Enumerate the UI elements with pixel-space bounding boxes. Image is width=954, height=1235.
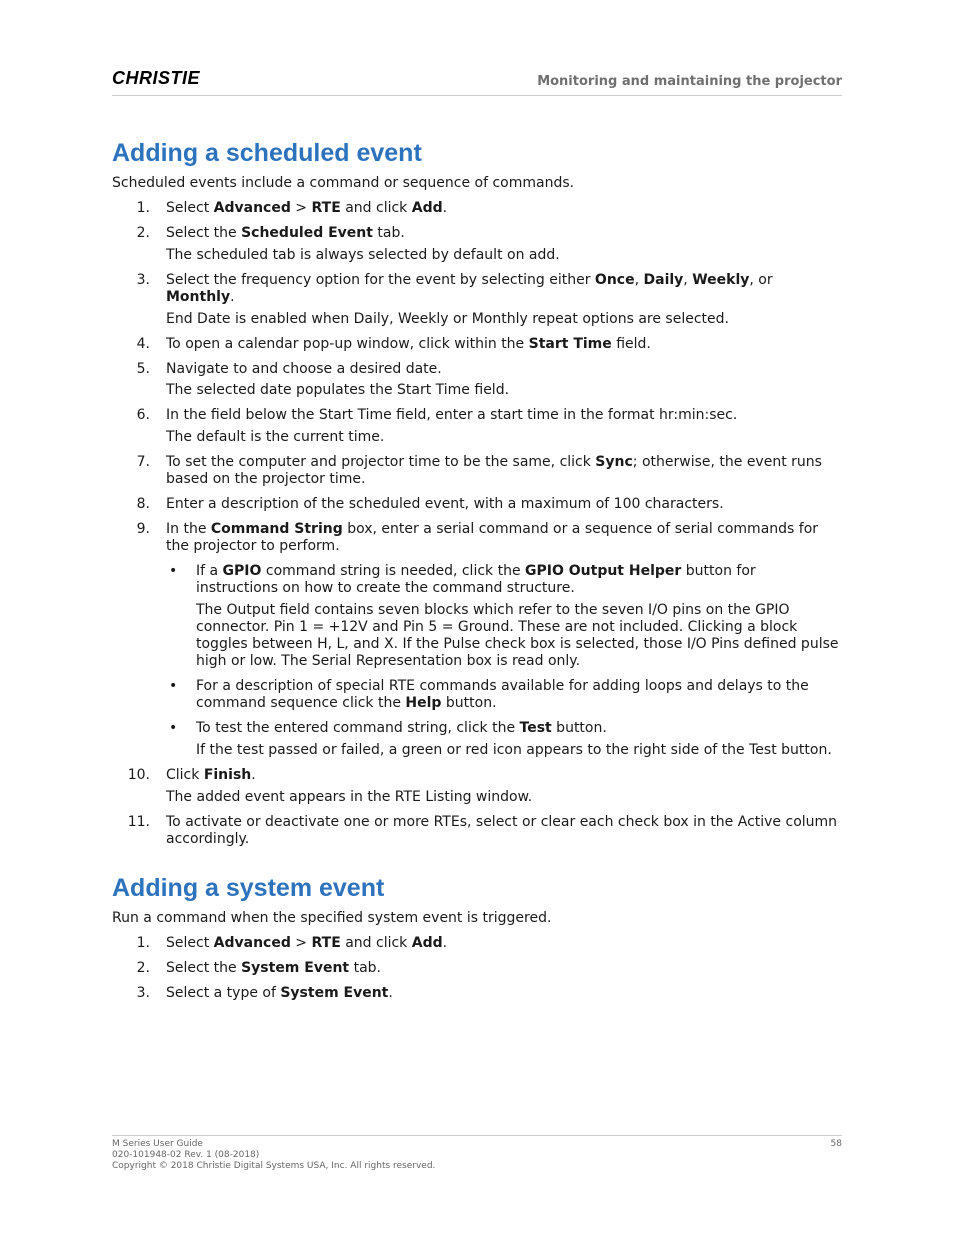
bullet-note: If the test passed or failed, a green or red icon appears to the right side of the Test button.: [196, 742, 832, 758]
bullet-text: button.: [551, 720, 607, 736]
step-text: Select: [166, 200, 214, 216]
ui-term: Add: [411, 935, 443, 951]
step-number: 9.: [136, 521, 150, 537]
step-text: Select a type of: [166, 985, 281, 1001]
step-text: >: [290, 200, 312, 216]
section-title-scheduled-event: Adding a scheduled event: [112, 139, 422, 167]
step-item: [112, 985, 842, 1002]
footer-doc-title: M Series User Guide: [112, 1139, 203, 1149]
step-item: [112, 814, 842, 848]
step-text: Select the frequency option for the event by selecting either: [166, 272, 595, 288]
section-intro: Run a command when the specified system event is triggered.: [112, 910, 552, 926]
step-item: [112, 361, 842, 399]
step-number: 1.: [136, 200, 150, 216]
step-note: The added event appears in the RTE Listing window.: [166, 789, 533, 805]
step-text: Select the: [166, 960, 242, 976]
step-note: End Date is enabled when Daily, Weekly or Monthly repeat options are selected.: [166, 311, 729, 327]
step-number: 11.: [127, 814, 150, 830]
step-item: [112, 407, 842, 446]
step-number: 10.: [127, 767, 150, 783]
ui-term: Command String: [210, 521, 343, 537]
ui-term: RTE: [311, 200, 341, 216]
ui-term: Help: [405, 695, 442, 711]
step-number: 7.: [136, 454, 150, 470]
step-text: field.: [611, 336, 651, 352]
step-text: and click: [340, 935, 412, 951]
step-number: 6.: [136, 407, 150, 423]
bullet-marker: •: [169, 678, 178, 694]
steps-list-system: [112, 935, 842, 1002]
ui-term: Scheduled Event: [241, 225, 373, 241]
ui-term: Add: [411, 200, 443, 216]
step-item: [112, 225, 842, 264]
step-item: [112, 767, 842, 806]
ui-term: GPIO Output Helper: [525, 563, 682, 579]
bullet-marker: •: [169, 563, 178, 579]
step-number: 1.: [136, 935, 150, 951]
footer-copyright: Copyright © 2018 Christie Digital Systems USA, Inc. All rights reserved.: [112, 1161, 436, 1171]
ui-term: Weekly: [692, 272, 750, 288]
step-text: In the field below the Start Time field, enter a start time in the format hr:min:sec.: [166, 407, 738, 423]
footer-doc-number: 020-101948-02 Rev. 1 (08-2018): [112, 1150, 260, 1160]
step-text: ,: [634, 272, 644, 288]
section-intro: Scheduled events include a command or sequence of commands.: [112, 175, 575, 191]
step-text: To activate or deactivate one or more RTEs, select or clear each check box in the Active column accordingly.: [166, 814, 838, 847]
step-number: 5.: [136, 361, 150, 377]
step-text: To set the computer and projector time to be the same, click: [166, 454, 596, 470]
step-number: 4.: [136, 336, 150, 352]
bullet-item: [166, 678, 842, 712]
ui-term: Start Time: [528, 336, 612, 352]
bullet-marker: •: [169, 720, 178, 736]
step-text: Select: [166, 935, 214, 951]
step-text: ,: [683, 272, 693, 288]
bullet-text: command string is needed, click the: [261, 563, 526, 579]
ui-term: Sync: [595, 454, 633, 470]
step-number: 8.: [136, 496, 150, 512]
step-text: tab.: [349, 960, 381, 976]
ui-term: RTE: [311, 935, 341, 951]
step-note: The default is the current time.: [166, 429, 385, 445]
step-note: The scheduled tab is always selected by default on add.: [166, 247, 560, 263]
bullet-text: To test the entered command string, click the: [196, 720, 520, 736]
page-footer: [112, 1135, 842, 1172]
step-text: .: [251, 767, 256, 783]
step-note: The selected date populates the Start Time field.: [166, 382, 510, 398]
step-item: [112, 336, 842, 353]
step-text: and click: [340, 200, 412, 216]
ui-term: Daily: [643, 272, 684, 288]
step-number: 3.: [136, 272, 150, 288]
bullet-text: If a: [196, 563, 223, 579]
step-number: 2.: [136, 225, 150, 241]
christie-logo: [112, 67, 222, 89]
step-item: [112, 960, 842, 977]
page-content: [112, 135, 842, 1010]
ui-term: System Event: [280, 985, 389, 1001]
bullet-text: For a description of special RTE commands available for adding loops and delays to the command sequence click the: [196, 678, 809, 711]
step-text: .: [442, 200, 448, 216]
step-text: .: [388, 985, 393, 1001]
bullet-note: The Output field contains seven blocks which refer to the seven I/O pins on the GPIO connector. Pin 1 = +12V and Pin 5 = Ground. These are not included. Clicking a block toggles between H, L, and X. If the Pulse check box is selected, those I/O Pins defined pulse high or low. The Serial Representation box is read only.: [196, 602, 839, 669]
step-item: [112, 272, 842, 328]
steps-list-scheduled: [112, 200, 842, 848]
step-number: 3.: [136, 985, 150, 1001]
ui-term: Test: [519, 720, 552, 736]
running-title: Monitoring and maintaining the projector: [537, 74, 842, 89]
step-text: tab.: [372, 225, 405, 241]
bullet-item: [166, 720, 842, 759]
step-text: Select the: [166, 225, 242, 241]
section-title-system-event: Adding a system event: [112, 874, 385, 902]
ui-term: Monthly: [166, 289, 231, 305]
step-text: ; otherwise, the event runs based on the projector time.: [166, 454, 822, 487]
step-text: Enter a description of the scheduled event, with a maximum of 100 characters.: [166, 496, 724, 512]
step-text: Navigate to and choose a desired date.: [166, 361, 442, 377]
ui-term: Finish: [203, 767, 252, 783]
sub-bullet-list: [166, 563, 842, 759]
ui-term: System Event: [241, 960, 350, 976]
logo-text: CHRISTIE: [112, 68, 201, 88]
ui-term: Advanced: [213, 935, 291, 951]
step-item: [112, 496, 842, 513]
step-text: .: [442, 935, 448, 951]
bullet-item: [166, 563, 842, 670]
bullet-text: button.: [441, 695, 497, 711]
page-header: [112, 66, 842, 96]
step-text: box, enter a serial command or a sequence of serial commands for the projector to perform.: [166, 521, 819, 554]
step-text: In the: [166, 521, 211, 537]
step-item: [112, 521, 842, 759]
step-text: To open a calendar pop-up window, click within the: [166, 336, 529, 352]
step-item: [112, 200, 842, 217]
step-number: 2.: [136, 960, 150, 976]
step-text: >: [290, 935, 312, 951]
step-text: Click: [166, 767, 204, 783]
step-item: [112, 454, 842, 488]
page-number: 58: [830, 1139, 842, 1149]
step-text: , or: [749, 272, 773, 288]
bullet-text: button for instructions on how to create the command structure.: [196, 563, 756, 596]
ui-term: GPIO: [222, 563, 262, 579]
ui-term: Once: [594, 272, 635, 288]
step-text: .: [230, 289, 235, 305]
step-item: [112, 935, 842, 952]
ui-term: Advanced: [213, 200, 291, 216]
